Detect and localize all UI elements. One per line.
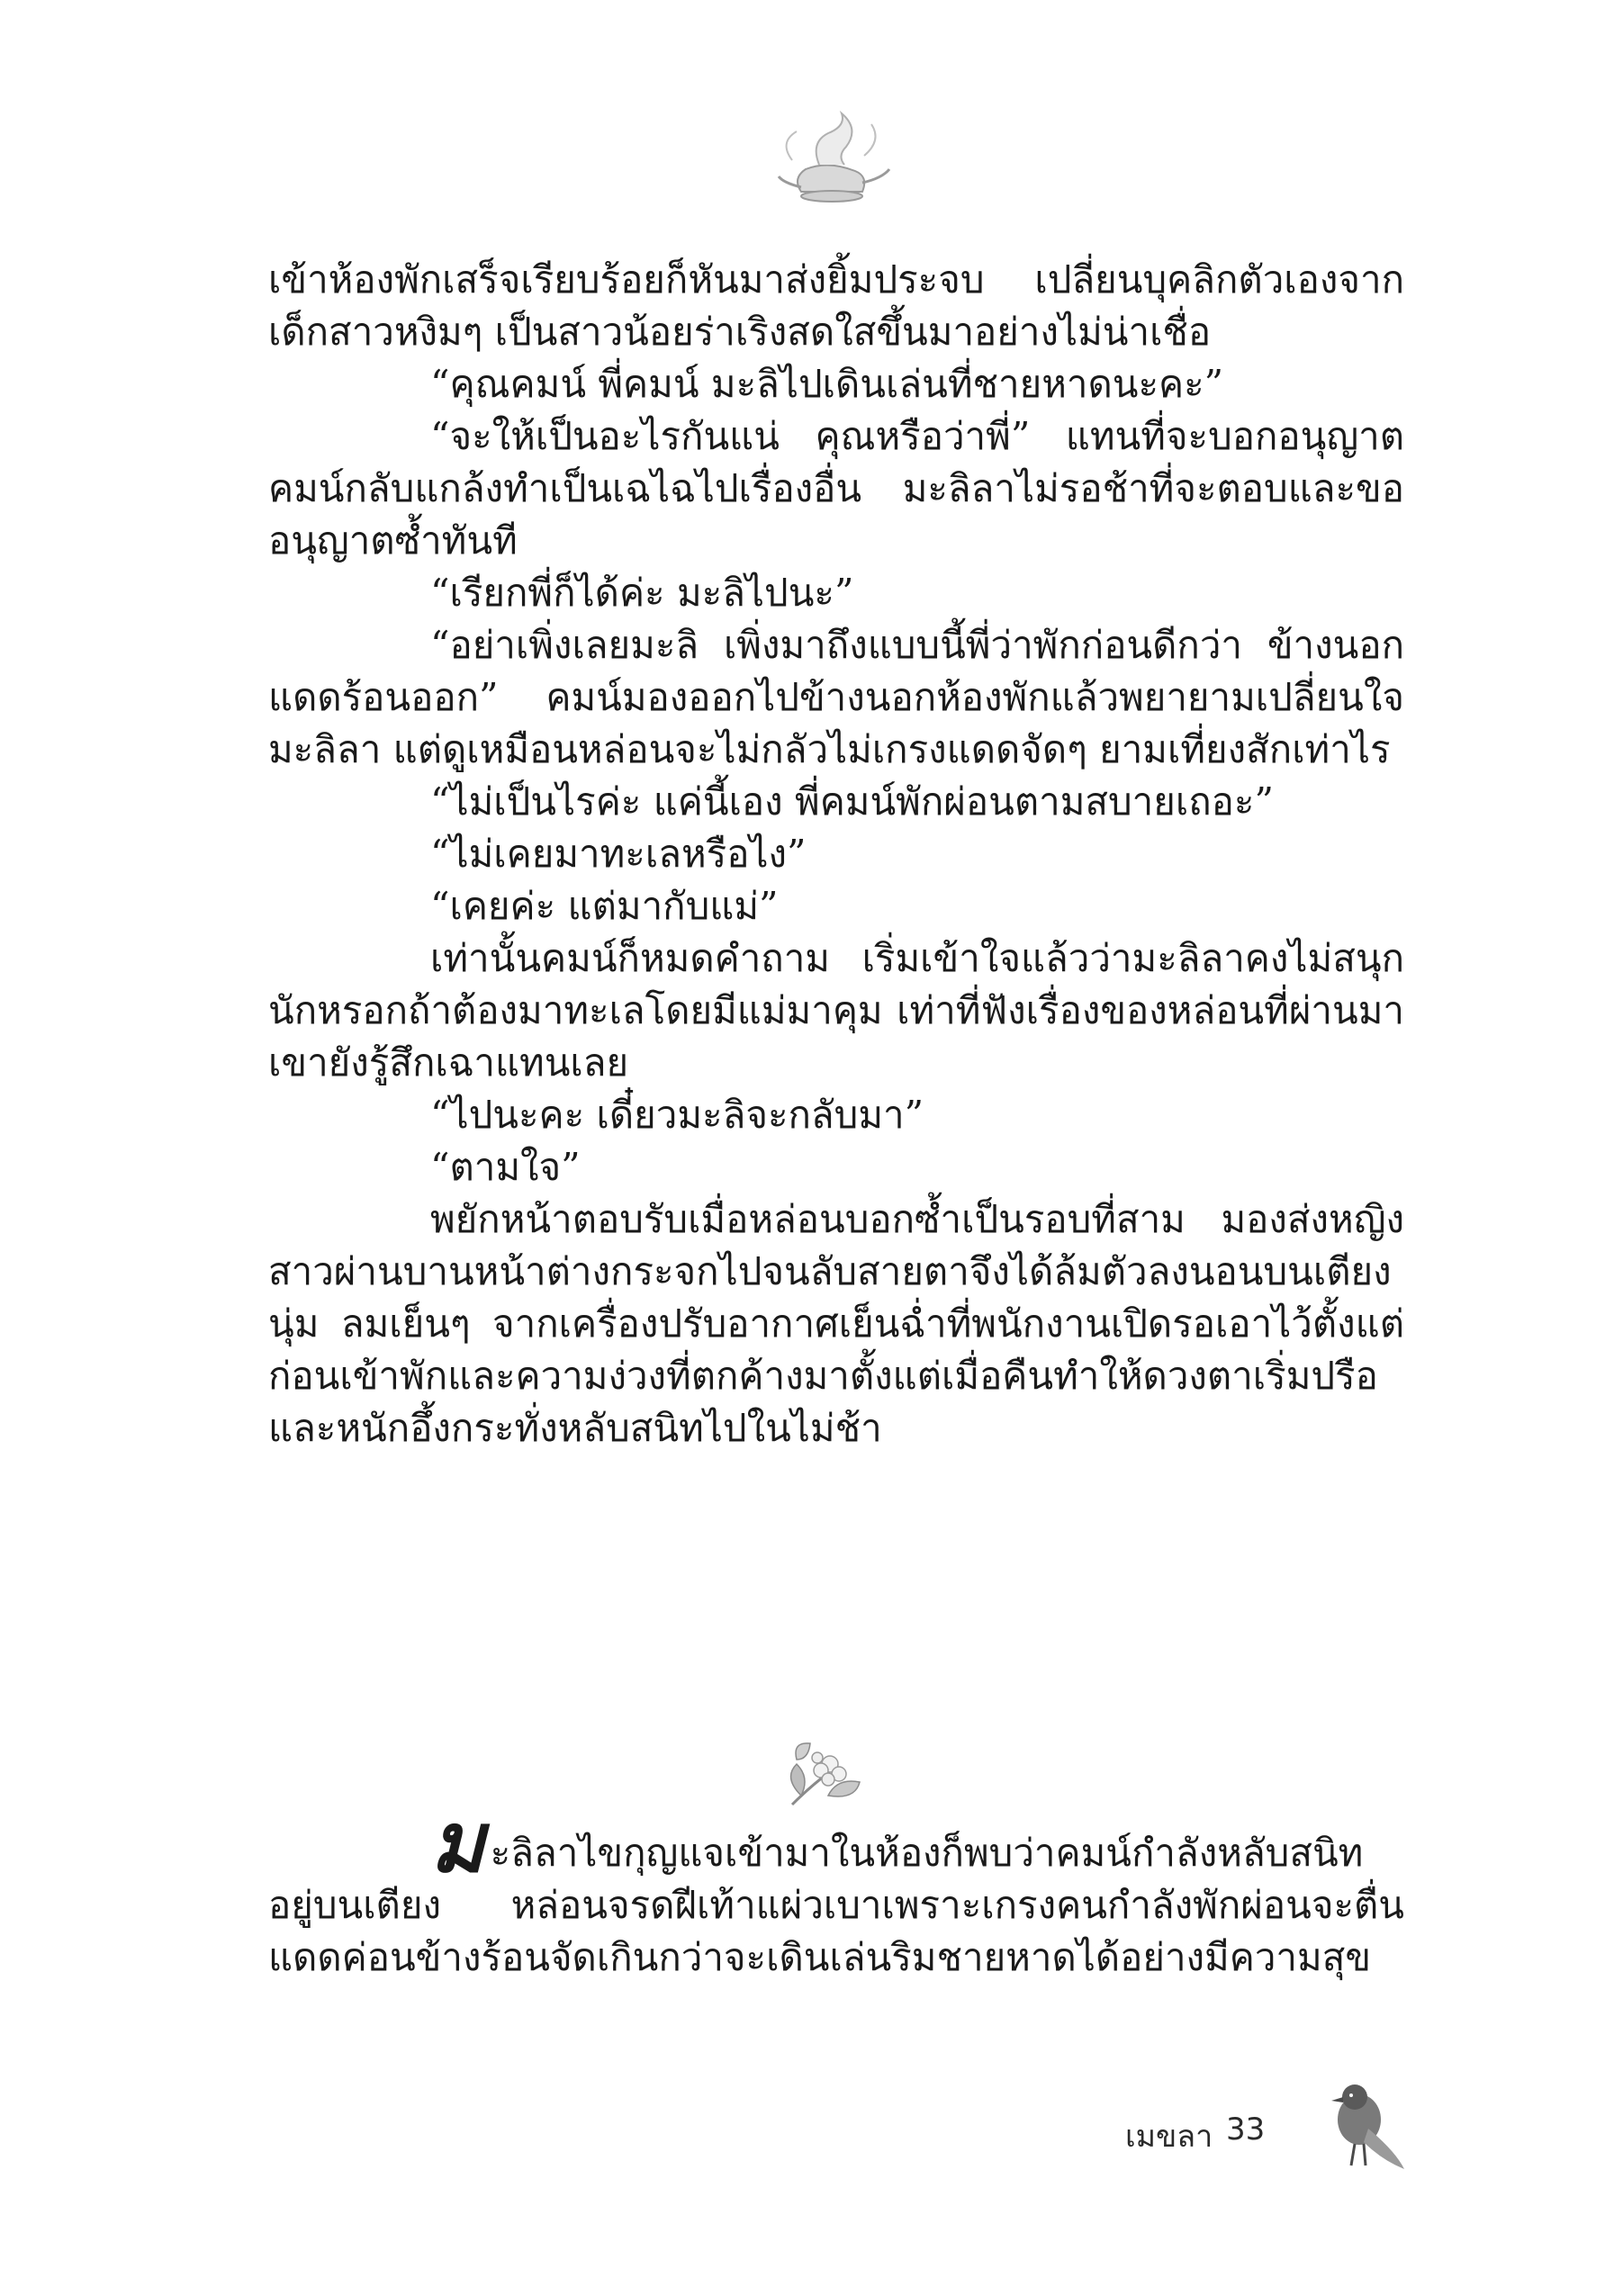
- bird-icon: [1319, 2079, 1409, 2178]
- paragraph: “ไปนะคะ เดี๋ยวมะลิจะกลับมา”: [430, 1093, 924, 1137]
- drop-cap: ม: [430, 1794, 485, 1891]
- page-footer: [1125, 2079, 1413, 2187]
- paragraph: “จะให้เป็นอะไรกันแน่ คุณหรือว่าพี่” แทนที่จะบอกอนุญาต คมน์กลับแกล้งทำเป็นเฉไฉไปเรื่องอื่น มะลิลาไม่รอช้าที่จะตอบและขออนุญาตซ้ำทันที: [268, 414, 1404, 563]
- paragraph: “เรียกพี่ก็ได้ค่ะ มะลิไปนะ”: [430, 571, 854, 615]
- paragraph: “เคยค่ะ แต่มากับแม่”: [430, 884, 779, 928]
- genie-lamp-icon: [765, 106, 900, 223]
- main-text: [268, 254, 1404, 1454]
- paragraph: “ตามใจ”: [430, 1145, 581, 1189]
- page-number: 33: [1226, 2111, 1266, 2147]
- paragraph-text: ะลิลาไขกุญแจเข้ามาในห้องก็พบว่าคมน์กำลังหลับสนิทอยู่บนเตียง หล่อนจรดฝีเท้าแผ่วเบาเพราะเกรงคนกำลังพักผ่อนจะตื่น แดดค่อนข้างร้อนจัดเกินกว่าจะเดินเล่นริมชายหาดได้อย่างมีความสุข: [268, 1831, 1404, 1979]
- paragraph: เข้าห้องพักเสร็จเรียบร้อยก็หันมาส่งยิ้มประจบ เปลี่ยนบุคลิกตัวเองจากเด็กสาวหงิมๆ เป็นสาวน้อยร่าเริงสดใสขึ้นมาอย่างไม่น่าเชื่อ: [268, 257, 1404, 354]
- flower-sprig-icon: [774, 1724, 873, 1823]
- book-title: เมขลา: [1125, 2119, 1213, 2155]
- section-two-text: [268, 1794, 1404, 1984]
- paragraph: พยักหน้าตอบรับเมื่อหล่อนบอกซ้ำเป็นรอบที่สาม มองส่งหญิงสาวผ่านบานหน้าต่างกระจกไปจนลับสายตาจึงได้ล้มตัวลงนอนบนเตียงนุ่ม ลมเย็นๆ จากเครื่องปรับอากาศเย็นฉ่ำที่พนักงานเปิดรอเอาไว้ตั้งแต่ก่อนเข้าพักและความง่วงที่ตกค้างมาตั้งแต่เมื่อคืนทำให้ดวงตาเริ่มปรือและหนักอึ้งกระทั่งหลับสนิทไปในไม่ช้า: [268, 1197, 1404, 1450]
- paragraph: “อย่าเพิ่งเลยมะลิ เพิ่งมาถึงแบบนี้พี่ว่าพักก่อนดีกว่า ข้างนอกแดดร้อนออก” คมน์มองออกไปข้างนอกห้องพักแล้วพยายามเปลี่ยนใจมะลิลา แต่ดูเหมือนหล่อนจะไม่กลัวไม่เกรงแดดจัดๆ ยามเที่ยงสักเท่าไร: [268, 623, 1404, 771]
- paragraph: [268, 1794, 1404, 1984]
- paragraph: “คุณคมน์ พี่คมน์ มะลิไปเดินเล่นที่ชายหาดนะคะ”: [430, 362, 1224, 406]
- paragraph: เท่านั้นคมน์ก็หมดคำถาม เริ่มเข้าใจแล้วว่ามะลิลาคงไม่สนุกนักหรอกถ้าต้องมาทะเลโดยมีแม่มาคุม เท่าที่ฟังเรื่องของหล่อนที่ผ่านมาเขายังรู้สึกเฉาแทนเลย: [268, 936, 1404, 1085]
- paragraph: “ไม่เคยมาทะเลหรือไง”: [430, 832, 807, 876]
- paragraph: “ไม่เป็นไรค่ะ แค่นี้เอง พี่คมน์พักผ่อนตามสบายเถอะ”: [430, 779, 1274, 824]
